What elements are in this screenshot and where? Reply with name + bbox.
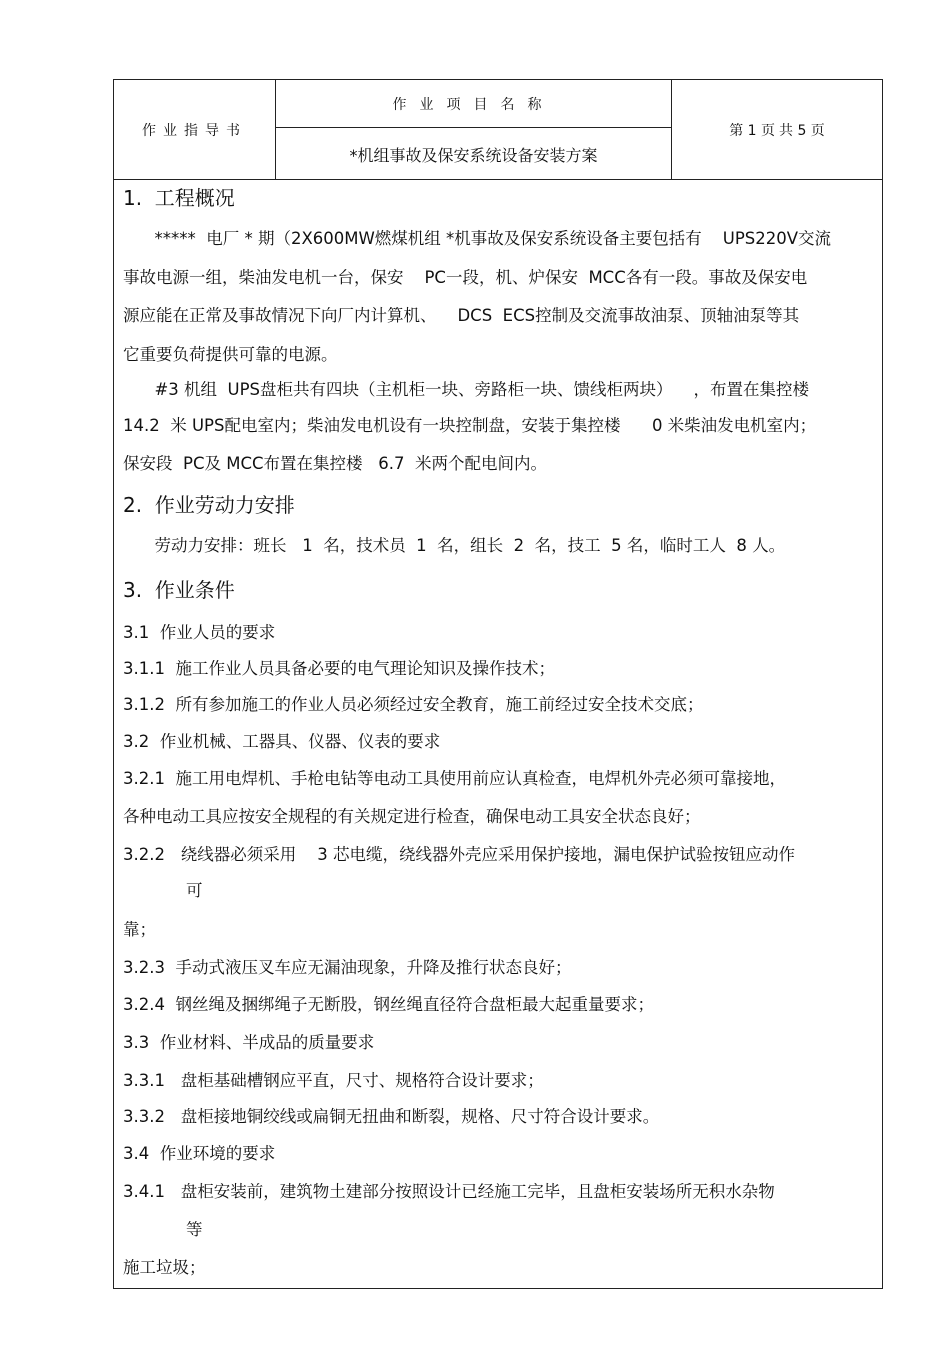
section-heading: 3. 作业条件 xyxy=(123,578,235,602)
text-line: 靠； xyxy=(123,920,156,939)
project-cell xyxy=(276,80,672,179)
text-line: 3.3.1 盘柜基础槽钢应平直，尺寸、规格符合设计要求； xyxy=(123,1071,544,1090)
page-total: 共 5 页 xyxy=(779,122,825,139)
text-line: 劳动力安排：班长 1 名，技术员 1 名，组长 2 名，技工 5 名，临时工人 8 人。 xyxy=(123,536,786,555)
text-line: 事故电源一组，柴油发电机一台，保安 PC一段，机、炉保安 MCC各有一段。事故及保安电 xyxy=(123,268,808,287)
text-line: 3.2.4 钢丝绳及捆绑绳子无断股，钢丝绳直径符合盘柜最大起重量要求； xyxy=(123,995,654,1014)
text-line: 3.1.1 施工作业人员具备必要的电气理论知识及操作技术； xyxy=(123,659,555,678)
document-frame xyxy=(113,79,883,1289)
text-line: ***** 电厂 * 期（2X600MW燃煤机组 *机事故及保安系统设备主要包括有 UPS220V交流 xyxy=(123,229,832,248)
project-label: 作业项目名称 xyxy=(276,80,671,128)
text-line: #3 机组 UPS盘柜共有四块（主机柜一块、旁路柜一块、馈线柜两块） ，布置在集控楼 xyxy=(123,380,810,399)
text-line: 源应能在正常及事故情况下向厂内计算机、 DCS ECS控制及交流事故油泵、顶轴油泵等其 xyxy=(123,306,800,325)
text-line: 3.2.2 绕线器必须采用 3 芯电缆，绕线器外壳应采用保护接地，漏电保护试验按钮应动作 xyxy=(123,845,795,864)
text-line: 施工垃圾； xyxy=(123,1258,206,1277)
text-line: 3.4.1 盘柜安装前，建筑物土建部分按照设计已经施工完毕，且盘柜安装场所无积水杂物 xyxy=(123,1182,775,1201)
text-line: 3.2.3 手动式液压叉车应无漏油现象，升降及推行状态良好； xyxy=(123,958,572,977)
section-heading: 2. 作业劳动力安排 xyxy=(123,493,295,517)
text-line: 可 xyxy=(123,881,203,900)
doc-type-cell: 作业指导书 xyxy=(114,80,276,179)
page-number: 第 1 页 xyxy=(729,122,775,139)
section-heading: 1. 工程概况 xyxy=(123,186,235,210)
text-line: 3.2 作业机械、工器具、仪器、仪表的要求 xyxy=(123,732,441,751)
text-line: 3.3 作业材料、半成品的质量要求 xyxy=(123,1033,375,1052)
text-line: 3.1 作业人员的要求 xyxy=(123,623,276,642)
header-table xyxy=(114,80,882,180)
text-line: 3.3.2 盘柜接地铜绞线或扁铜无扭曲和断裂，规格、尺寸符合设计要求。 xyxy=(123,1107,660,1126)
text-line: 等 xyxy=(123,1220,203,1239)
text-line: 3.2.1 施工用电焊机、手枪电钻等电动工具使用前应认真检查，电焊机外壳必须可靠接地， xyxy=(123,769,786,788)
text-line: 3.4 作业环境的要求 xyxy=(123,1144,276,1163)
project-name: *机组事故及保安系统设备安装方案 xyxy=(349,145,598,165)
text-line: 保安段 PC及 MCC布置在集控楼 6.7 米两个配电间内。 xyxy=(123,454,547,473)
text-line: 各种电动工具应按安全规程的有关规定进行检查，确保电动工具安全状态良好； xyxy=(123,807,701,826)
text-line: 3.1.2 所有参加施工的作业人员必须经过安全教育，施工前经过安全技术交底； xyxy=(123,695,704,714)
text-line: 它重要负荷提供可靠的电源。 xyxy=(123,345,338,364)
page-info-cell xyxy=(672,80,882,179)
text-line: 14.2 米 UPS配电室内；柴油发电机设有一块控制盘，安装于集控楼 0 米柴油发电机室内； xyxy=(123,416,817,435)
